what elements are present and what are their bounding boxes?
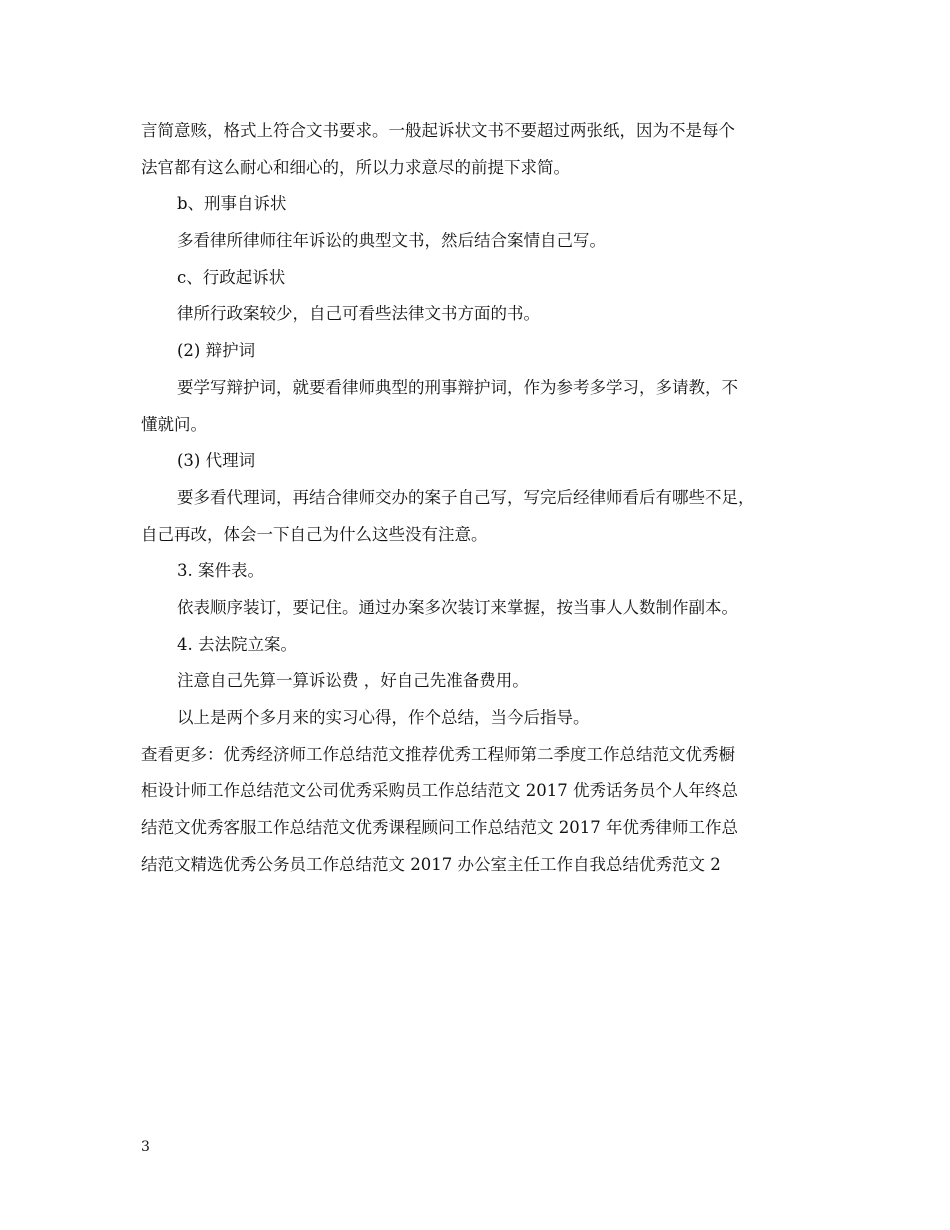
section-heading: (3) 代理词: [177, 451, 256, 471]
paragraph-line: 自己再改，体会一下自己为什么这些没有注意。: [141, 524, 488, 544]
paragraph-line: 要学写辩护词，就要看律师典型的刑事辩护词，作为参考多学习，多请教，不: [177, 377, 738, 397]
section-heading: 3. 案件表。: [177, 561, 264, 581]
related-links-line: 柜设计师工作总结范文公司优秀采购员工作总结范文 2017 优秀话务员个人年终总: [141, 781, 738, 801]
paragraph-line: 懂就问。: [141, 414, 207, 434]
document-body: [141, 113, 817, 883]
paragraph-line: 要多看代理词，再结合律师交办的案子自己写，写完后经律师看后有哪些不足，: [177, 487, 755, 507]
paragraph-line: 言简意赅，格式上符合文书要求。一般起诉状文书不要超过两张纸，因为不是每个: [141, 121, 735, 140]
paragraph-line: 多看律所律师往年诉讼的典型文书，然后结合案情自己写。: [177, 231, 606, 251]
paragraph-line: 律所行政案较少，自己可看些法律文书方面的书。: [177, 304, 540, 324]
page-number: 3: [141, 1139, 150, 1155]
paragraph-line: 法官都有这么耐心和细心的，所以力求意尽的前提下求简。: [141, 157, 570, 177]
section-heading: b、刑事自诉状: [177, 194, 287, 214]
paragraph-line: 以上是两个多月来的实习心得，作个总结，当今后指导。: [177, 708, 590, 727]
section-heading: c、行政起诉状: [177, 267, 286, 287]
related-links-line: 查看更多：优秀经济师工作总结范文推荐优秀工程师第二季度工作总结范文优秀橱: [141, 744, 735, 764]
section-heading: 4. 去法院立案。: [177, 634, 297, 654]
section-heading: (2) 辩护词: [177, 341, 256, 361]
paragraph-line: 注意自己先算一算诉讼费 ，好自己先准备费用。: [177, 671, 529, 691]
related-links-line: 结范文优秀客服工作总结范文优秀课程顾问工作总结范文 2017 年优秀律师工作总: [141, 818, 738, 838]
related-links-line: 结范文精选优秀公务员工作总结范文 2017 办公室主任工作自我总结优秀范文 2: [141, 854, 721, 874]
paragraph-line: 依表顺序装订，要记住。通过办案多次装订来掌握，按当事人人数制作副本。: [177, 597, 738, 617]
